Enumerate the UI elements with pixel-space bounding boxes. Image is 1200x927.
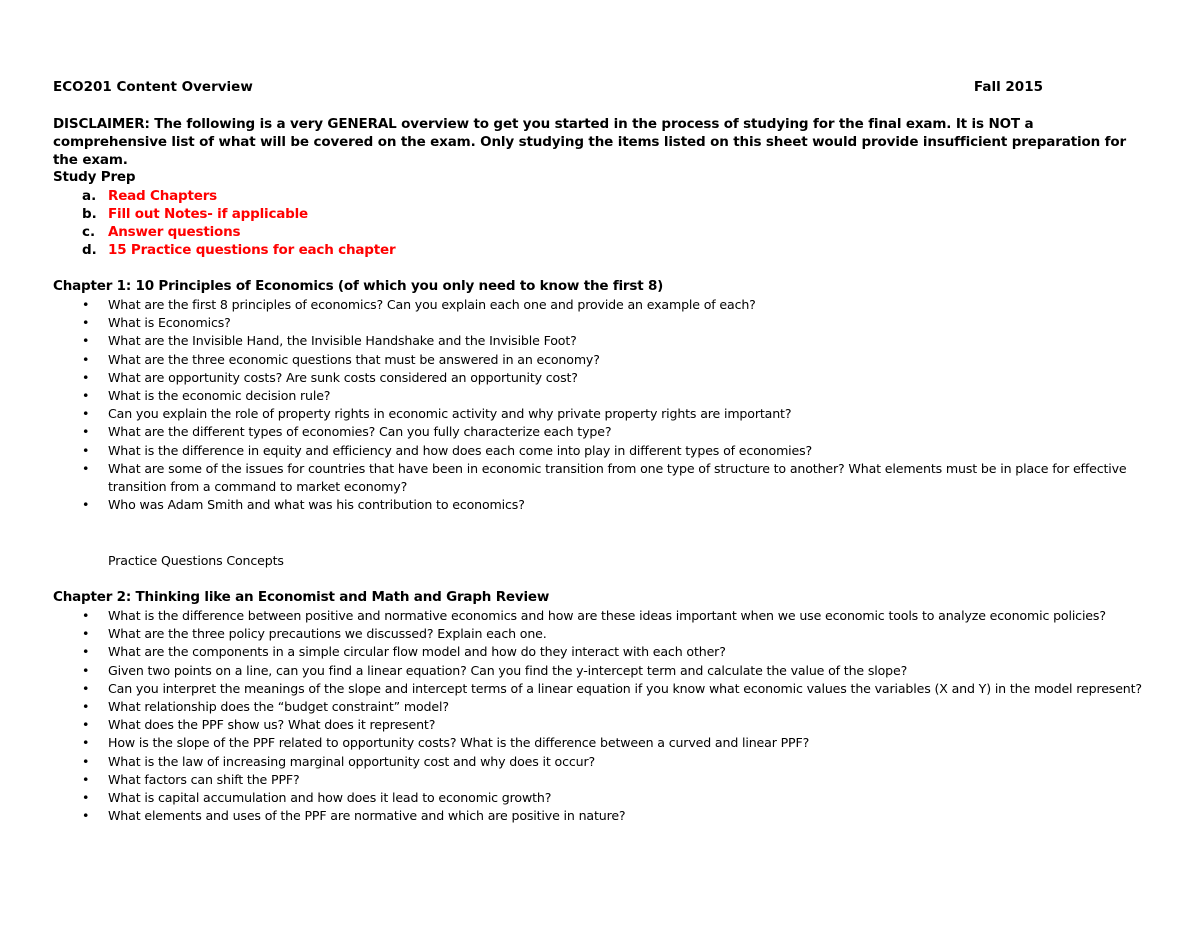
list-item (82, 405, 1162, 423)
list-marker: b. (82, 206, 97, 222)
question-text: What are the first 8 principles of economics? Can you explain each one and provide an example of each? (108, 297, 756, 312)
study-prep-list (82, 187, 395, 259)
bullet-icon: • (82, 333, 90, 349)
bullet-icon: • (82, 626, 90, 642)
list-item (82, 423, 1162, 441)
study-prep-heading: Study Prep (53, 169, 136, 185)
chapter2-question-list (82, 607, 1162, 825)
bullet-icon: • (82, 351, 90, 367)
list-marker: a. (82, 188, 97, 204)
list-item (82, 460, 1162, 496)
chapter1-heading: Chapter 1: 10 Principles of Economics (of which you only need to know the first 8) (53, 278, 664, 294)
bullet-icon: • (82, 699, 90, 715)
list-item (82, 369, 1162, 387)
bullet-icon: • (82, 369, 90, 385)
bullet-icon: • (82, 644, 90, 660)
list-item (82, 496, 1162, 514)
list-item (82, 753, 1162, 771)
question-text: Given two points on a line, can you find a linear equation? Can you find the y-intercept term and calculate the value of the slope? (108, 662, 908, 678)
list-item (82, 716, 1162, 734)
bullet-icon: • (82, 497, 90, 513)
question-text: Who was Adam Smith and what was his contribution to economics? (108, 497, 525, 513)
bullet-icon: • (82, 753, 90, 769)
list-item (82, 314, 1162, 332)
bullet-icon: • (82, 771, 90, 787)
question-text: What is the economic decision rule? (108, 388, 331, 404)
list-item (82, 625, 1162, 643)
list-item (82, 789, 1162, 807)
list-item (82, 643, 1162, 661)
term-label: Fall 2015 (973, 79, 1043, 95)
bullet-icon: • (82, 460, 90, 476)
chapter1-question-list (82, 296, 1162, 514)
list-item (82, 241, 395, 259)
document-header (53, 79, 1043, 97)
list-item (82, 332, 1162, 350)
disclaimer-paragraph: DISCLAIMER: The following is a very GENERAL overview to get you started in the process of studying for the final exam. It is NOT a comprehensive list of what will be covered on the exam. Only studying the items listed on this sheet would provide insufficient preparation for the exam. (53, 116, 1126, 168)
question-text: What are the three economic questions that must be answered in an economy? (108, 351, 600, 367)
bullet-icon: • (82, 717, 90, 733)
bullet-icon: • (82, 315, 90, 331)
question-text: What is the difference in equity and efficiency and how does each come into play in different types of economies? (108, 442, 813, 458)
question-text: Can you interpret the meanings of the slope and intercept terms of a linear equation if you know what economic values the variables (X and Y) in the model represent? (108, 680, 1142, 696)
question-text: What are the components in a simple circular flow model and how do they interact with each other? (108, 644, 726, 660)
question-text: How is the slope of the PPF related to opportunity costs? What is the difference between a curved and linear PPF? (108, 735, 810, 751)
list-item (82, 662, 1162, 680)
bullet-icon: • (82, 406, 90, 422)
bullet-icon: • (82, 388, 90, 404)
question-text: What relationship does the “budget constraint” model? (108, 699, 449, 715)
study-prep-item: Fill out Notes- if applicable (108, 206, 309, 222)
question-text: What is the law of increasing marginal opportunity cost and why does it occur? (108, 753, 596, 769)
list-item (82, 387, 1162, 405)
bullet-icon: • (82, 442, 90, 458)
study-prep-item: Read Chapters (108, 188, 218, 204)
study-prep-item: 15 Practice questions for each chapter (108, 242, 396, 258)
list-item (82, 680, 1162, 698)
bullet-icon: • (82, 790, 90, 806)
list-marker: c. (82, 224, 96, 240)
question-text: What are the Invisible Hand, the Invisible Handshake and the Invisible Foot? (108, 333, 577, 349)
question-text: What are some of the issues for countries that have been in economic transition from one type of structure to another? What elements must be in place for effective transition from a command to market economy? (108, 460, 1127, 495)
question-text: What are the three policy precautions we discussed? Explain each one. (108, 626, 547, 642)
question-text: What are opportunity costs? Are sunk costs considered an opportunity cost? (108, 369, 578, 385)
bullet-icon: • (82, 680, 90, 696)
bullet-icon: • (82, 662, 90, 678)
bullet-icon: • (82, 608, 90, 623)
bullet-icon: • (82, 808, 90, 824)
list-item (82, 771, 1162, 789)
list-item (82, 698, 1162, 716)
list-item (82, 807, 1162, 825)
list-item (82, 223, 395, 241)
question-text: What does the PPF show us? What does it represent? (108, 717, 436, 733)
question-text: What is capital accumulation and how does it lead to economic growth? (108, 790, 552, 806)
list-item (82, 187, 395, 205)
question-text: Can you explain the role of property rights in economic activity and why private property rights are important? (108, 406, 792, 422)
bullet-icon: • (82, 424, 90, 440)
question-text: What is Economics? (108, 315, 231, 331)
study-prep-item: Answer questions (108, 224, 241, 240)
bullet-icon: • (82, 735, 90, 751)
question-text: What factors can shift the PPF? (108, 771, 300, 787)
practice-questions-label: Practice Questions Concepts (108, 553, 284, 568)
list-item (82, 351, 1162, 369)
list-item (82, 607, 1162, 625)
question-text: What elements and uses of the PPF are normative and which are positive in nature? (108, 808, 626, 824)
bullet-icon: • (82, 297, 90, 312)
document-title: ECO201 Content Overview (53, 79, 253, 95)
list-item (82, 442, 1162, 460)
chapter2-heading: Chapter 2: Thinking like an Economist and Math and Graph Review (53, 589, 550, 605)
list-item (82, 734, 1162, 752)
question-text: What are the different types of economies? Can you fully characterize each type? (108, 424, 612, 440)
question-text: What is the difference between positive and normative economics and how are these ideas important when we use economic tools to analyze economic policies? (108, 608, 1106, 623)
list-marker: d. (82, 242, 97, 258)
list-item (82, 296, 1162, 314)
list-item (82, 205, 395, 223)
